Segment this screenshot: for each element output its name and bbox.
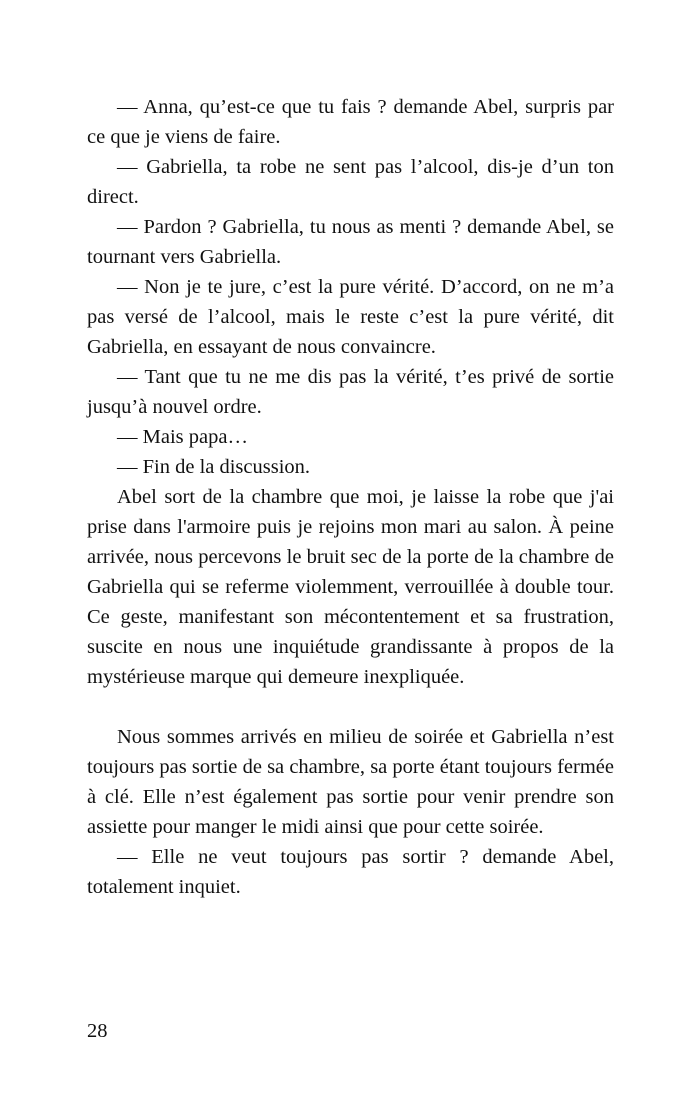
paragraph: — Fin de la discussion.: [117, 456, 311, 478]
paragraph: — Mais papa…: [117, 426, 248, 448]
page-number: 28: [87, 1020, 108, 1042]
paragraph: — Pardon ? Gabriella, tu nous as menti ? demande Abel, se tournant vers Gabriella.: [87, 216, 614, 268]
section-break: [87, 692, 614, 722]
paragraph: — Non je te jure, c’est la pure vérité. D’accord, on ne m’a pas versé de l’alcool, mais le reste c’est la pure vérité, dit Gabriella, en essayant de nous convaincre.: [87, 276, 614, 358]
paragraph: — Gabriella, ta robe ne sent pas l’alcool, dis-je d’un ton direct.: [87, 156, 614, 208]
paragraph: — Elle ne veut toujours pas sortir ? demande Abel, totalement inquiet.: [87, 846, 614, 898]
paragraph: Nous sommes arrivés en milieu de soirée et Gabriella n’est toujours pas sortie de sa chambre, sa porte étant toujours fermée à clé. Elle n’est également pas sortie pour venir prendre son assiette pour manger le midi ainsi que pour cette soirée.: [87, 726, 614, 838]
paragraph: — Tant que tu ne me dis pas la vérité, t’es privé de sortie jusqu’à nouvel ordre.: [87, 366, 614, 418]
paragraph: Abel sort de la chambre que moi, je laisse la robe que j'ai prise dans l'armoire puis je rejoins mon mari au salon. À peine arrivée, nous percevons le bruit sec de la porte de la chambre de Gabriella qui se referme violemment, verrouillée à double tour. Ce geste, manifestant son mécontentement et sa frustration, suscite en nous une inquiétude grandissante à propos de la mystérieuse marque qui demeure inexpliquée.: [87, 486, 614, 688]
paragraph: — Anna, qu’est-ce que tu fais ? demande Abel, surpris par ce que je viens de faire.: [87, 96, 614, 148]
page-body: [87, 92, 614, 902]
